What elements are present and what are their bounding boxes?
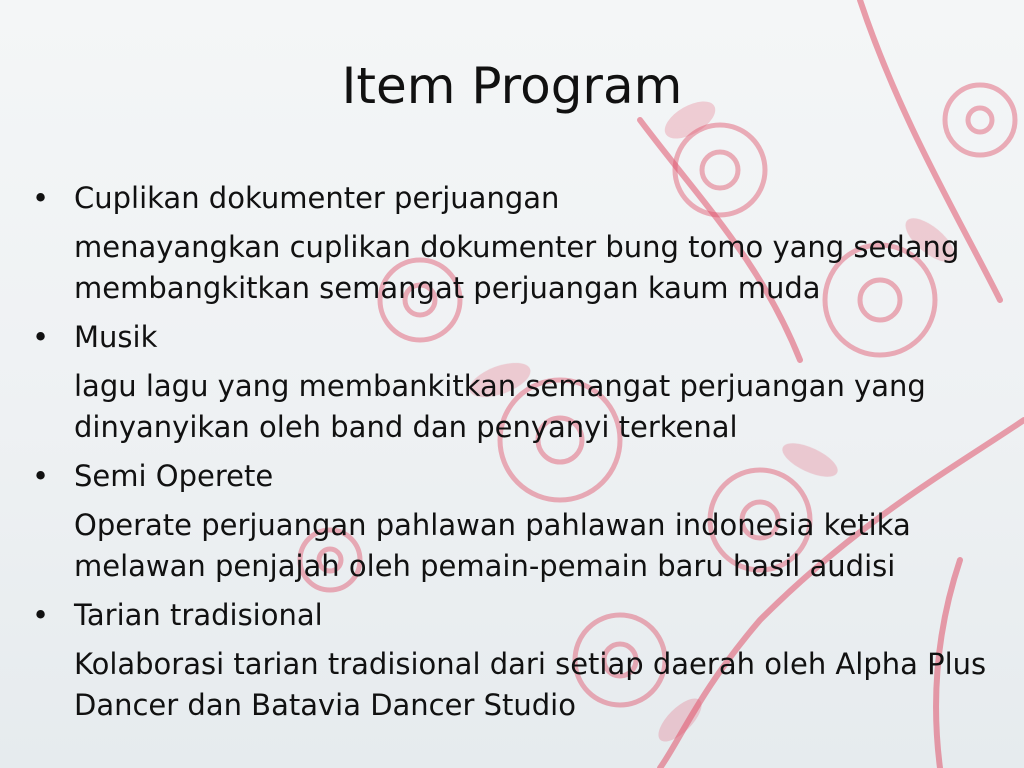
item-label: Musik [74, 320, 158, 354]
bullet-list [32, 178, 1002, 734]
item-description: Operate perjuangan pahlawan pahlawan indonesia ketika melawan penjajah oleh pemain-pemain baru hasil audisi [74, 508, 911, 583]
item-label: Tarian tradisional [74, 598, 323, 632]
list-item [32, 456, 1002, 587]
item-description: menayangkan cuplikan dokumenter bung tomo yang sedang membangkitkan semangat perjuangan kaum muda [74, 230, 960, 305]
bullet-icon: • [32, 181, 50, 215]
list-item [32, 178, 1002, 309]
list-item [32, 317, 1002, 448]
item-label: Cuplikan dokumenter perjuangan [74, 181, 560, 215]
list-item [32, 595, 1002, 726]
item-description: Kolaborasi tarian tradisional dari setiap daerah oleh Alpha Plus Dancer dan Batavia Dancer Studio [74, 647, 987, 722]
bullet-icon: • [32, 459, 50, 493]
bullet-icon: • [32, 598, 50, 632]
item-description: lagu lagu yang membankitkan semangat perjuangan yang dinyanyikan oleh band dan penyanyi terkenal [74, 369, 926, 444]
bullet-icon: • [32, 320, 50, 354]
item-label: Semi Operete [74, 459, 274, 493]
slide-title: Item Program [341, 57, 683, 115]
